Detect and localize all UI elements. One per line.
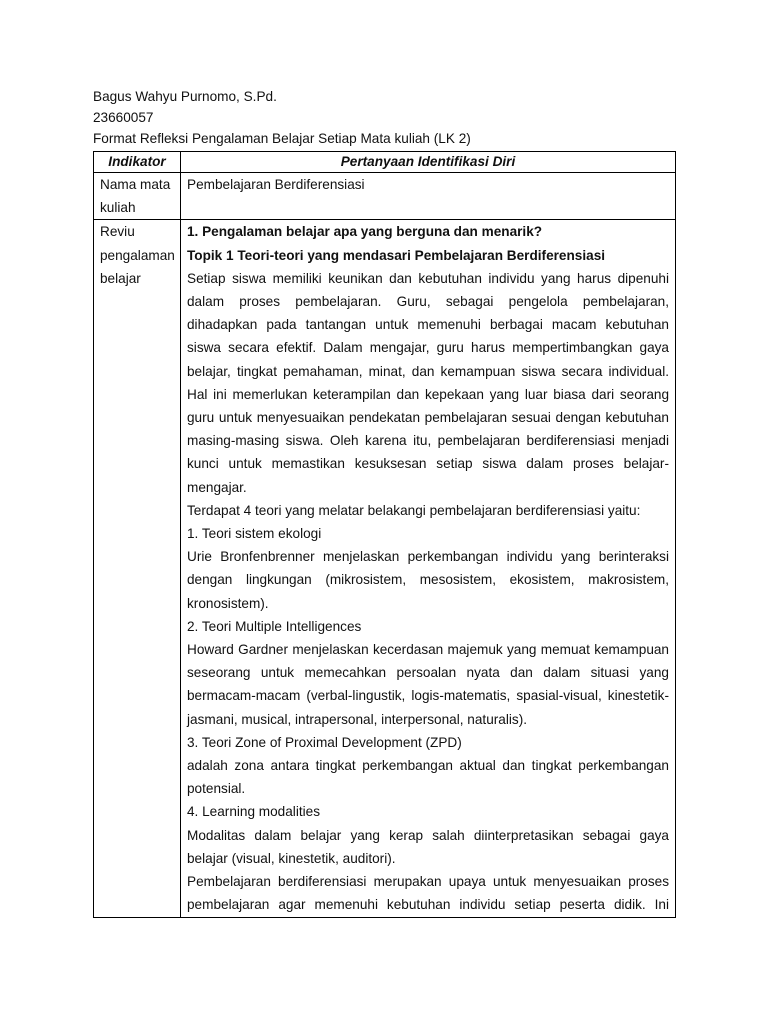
- author-name: Bagus Wahyu Purnomo, S.Pd.: [93, 89, 277, 104]
- theory-2-body: Howard Gardner menjelaskan kecerdasan majemuk yang memuat kemampuan seseorang untuk memecahkan persoalan nyata dan dalam situasi yang bermacam-macam (verbal-lingustik, logis-matematis, spasial-visual, kinestetik-jasmani, musical, intrapersonal, interpersonal, naturalis).: [187, 642, 669, 727]
- indicator-course-name: Nama mata kuliah: [94, 173, 181, 220]
- theory-3-body: adalah zona antara tingkat perkembangan aktual dan tingkat perkembangan potensial.: [187, 758, 669, 797]
- theory-4-title: 4. Learning modalities: [187, 804, 320, 820]
- form-title: Format Refleksi Pengalaman Belajar Setiap Mata kuliah (LK 2): [93, 131, 471, 146]
- question-1: 1. Pengalaman belajar apa yang berguna dan menarik?: [187, 224, 543, 240]
- indicator-learning-review: Reviu pengalaman belajar: [94, 220, 181, 917]
- header-question: Pertanyaan Identifikasi Diri: [181, 152, 676, 173]
- course-name-value: Pembelajaran Berdiferensiasi: [181, 173, 676, 220]
- theory-3-title: 3. Teori Zone of Proximal Development (ZPD): [187, 734, 462, 750]
- paragraph-intro: Setiap siswa memiliki keunikan dan kebutuhan individu yang harus dipenuhi dalam proses pembelajaran. Guru, sebagai pengelola pembelajaran, dihadapkan pada tantangan untuk memenuhi berbagai macam kebutuhan siswa secara efektif. Dalam mengajar, guru harus mempertimbangkan gaya belajar, tingkat pemahaman, minat, dan kemampuan siswa secara individual. Hal ini memerlukan keterampilan dan kepekaan yang luar biasa dari seorang guru untuk menyesuaikan pendekatan pembelajaran sesuai dengan kebutuhan masing-masing siswa. Oleh karena itu, pembelajaran berdiferensiasi menjadi kunci untuk memastikan kesuksesan setiap siswa dalam proses belajar-mengajar.: [187, 270, 669, 495]
- learning-review-content: [181, 220, 676, 917]
- paragraph-theories-intro: Terdapat 4 teori yang melatar belakangi pembelajaran berdiferensiasi yaitu:: [187, 502, 641, 518]
- topic-1-heading: Topik 1 Teori-teori yang mendasari Pembelajaran Berdiferensiasi: [187, 247, 606, 263]
- paragraph-conclusion: Pembelajaran berdiferensiasi merupakan upaya untuk menyesuaikan proses pembelajaran agar memenuhi kebutuhan individu setiap peserta didik. Ini: [187, 874, 669, 913]
- table-row: [94, 173, 676, 220]
- student-id: 23660057: [93, 110, 154, 125]
- header-indicator: Indikator: [94, 152, 181, 173]
- reflection-table: [93, 151, 676, 918]
- theory-1-body: Urie Bronfenbrenner menjelaskan perkembangan individu yang berinteraksi dengan lingkungan (mikrosistem, mesosistem, ekosistem, makrosistem, kronosistem).: [187, 549, 669, 611]
- document-page: [93, 86, 675, 918]
- theory-1-title: 1. Teori sistem ekologi: [187, 526, 322, 542]
- theory-4-body: Modalitas dalam belajar yang kerap salah diinterpretasikan sebagai gaya belajar (visual, kinestetik, auditori).: [187, 827, 669, 866]
- table-header-row: [94, 152, 676, 173]
- table-row: [94, 220, 676, 917]
- theory-2-title: 2. Teori Multiple Intelligences: [187, 618, 362, 634]
